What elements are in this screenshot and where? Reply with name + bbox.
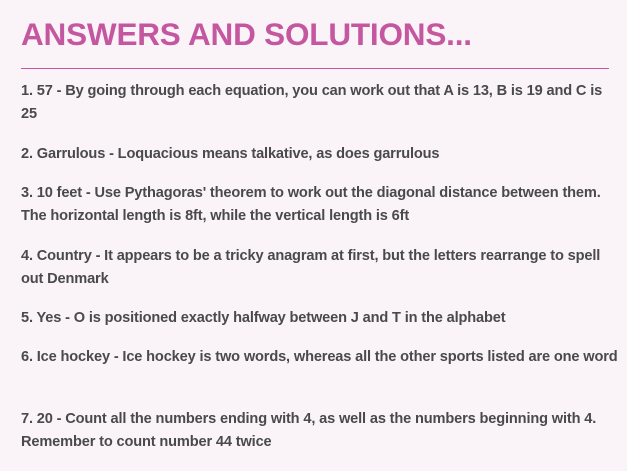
answer-item-5: 5. Yes - O is positioned exactly halfway between J and T in the alphabet	[21, 310, 506, 326]
answer-item-1: 1. 57 - By going through each equation, you can work out that A is 13, B is 19 and C is 25	[21, 83, 603, 122]
page-title: ANSWERS AND SOLUTIONS...	[21, 16, 472, 52]
answer-item-4: 4. Country - It appears to be a tricky anagram at first, but the letters rearrange to spell out Denmark	[21, 248, 601, 287]
title-divider	[21, 68, 609, 69]
answer-item-3: 3. 10 feet - Use Pythagoras' theorem to work out the diagonal distance between them. The horizontal length is 8ft, while the vertical length is 6ft	[21, 185, 601, 224]
answer-item-6: 6. Ice hockey - Ice hockey is two words, whereas all the other sports listed are one word	[21, 349, 618, 365]
answer-item-7: 7. 20 - Count all the numbers ending with 4, as well as the numbers beginning with 4. Remember to count number 44 twice	[21, 411, 597, 450]
answer-item-2: 2. Garrulous - Loquacious means talkative, as does garrulous	[21, 146, 440, 162]
